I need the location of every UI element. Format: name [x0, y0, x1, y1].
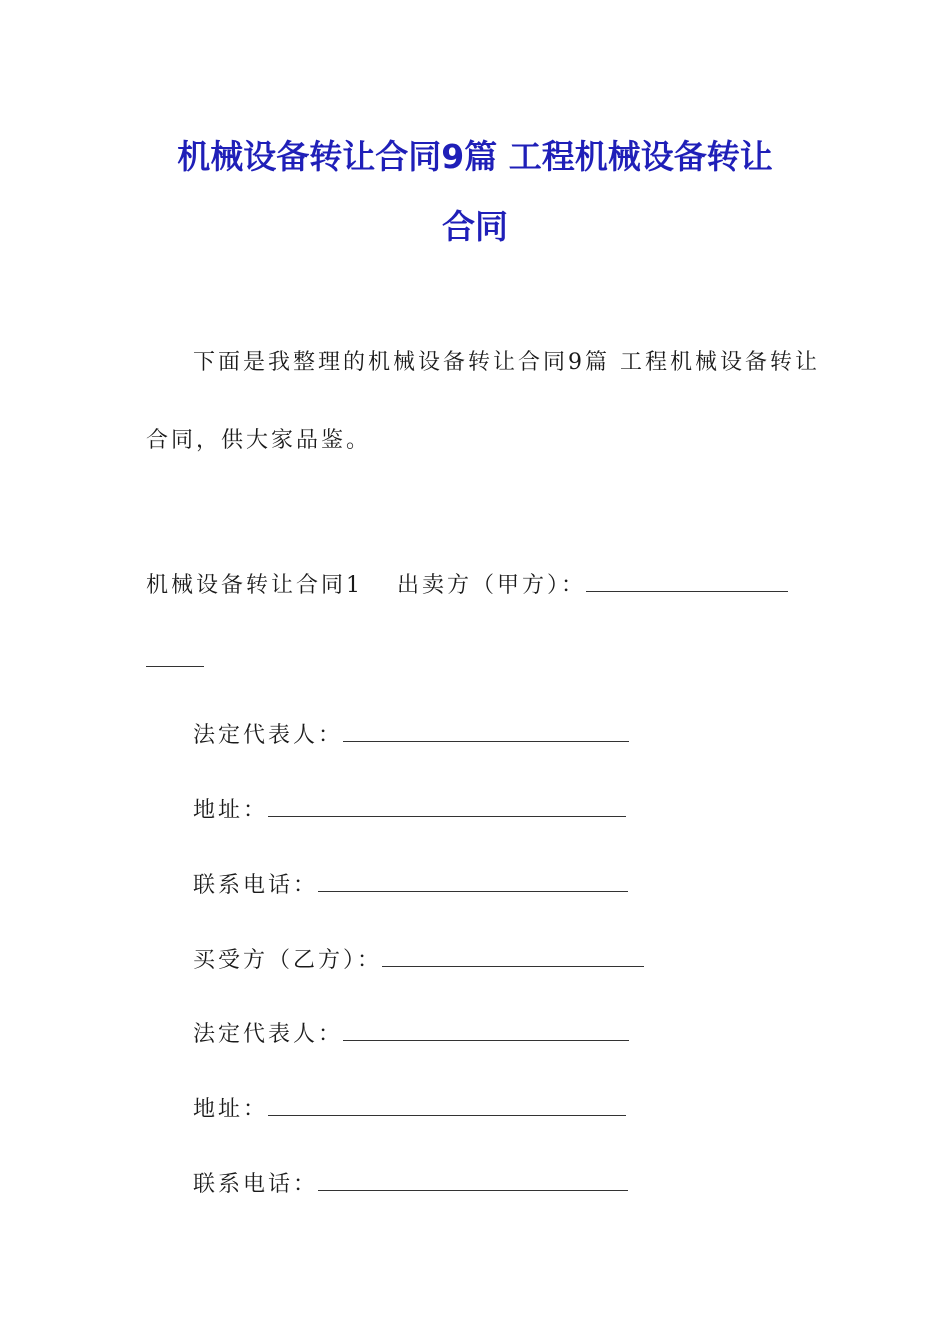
seller-address-blank[interactable]	[268, 794, 626, 817]
buyer-label: 买受方（乙方）：	[193, 948, 383, 973]
document-title-line-2: 合同	[442, 207, 508, 246]
buyer-address-row	[193, 1092, 626, 1123]
buyer-legal-rep-label: 法定代表人：	[193, 1022, 344, 1047]
seller-legal-rep-blank[interactable]	[343, 719, 629, 742]
seller-address-row	[193, 793, 626, 824]
seller-legal-rep-row	[193, 718, 629, 749]
buyer-name-blank[interactable]	[382, 944, 644, 967]
buyer-legal-rep-row	[193, 1017, 629, 1048]
buyer-legal-rep-blank[interactable]	[343, 1018, 629, 1041]
intro-paragraph-line-2: 合同，供大家品鉴。	[146, 428, 372, 453]
buyer-phone-row	[193, 1167, 628, 1198]
buyer-phone-label: 联系电话：	[193, 1172, 319, 1197]
seller-label: 出卖方（甲方）：	[397, 573, 587, 598]
seller-phone-blank[interactable]	[318, 869, 628, 892]
seller-phone-label: 联系电话：	[193, 873, 319, 898]
document-title-line-1: 机械设备转让合同9篇 工程机械设备转让	[177, 137, 773, 176]
section-heading-row	[146, 568, 788, 599]
buyer-address-label: 地址：	[193, 1097, 269, 1122]
buyer-row	[193, 943, 644, 974]
seller-phone-row	[193, 868, 628, 899]
seller-legal-rep-label: 法定代表人：	[193, 723, 344, 748]
buyer-phone-blank[interactable]	[318, 1168, 628, 1191]
buyer-address-blank[interactable]	[268, 1093, 626, 1116]
section-title: 机械设备转让合同1	[146, 573, 363, 598]
seller-name-blank[interactable]	[586, 569, 788, 592]
intro-paragraph-line-1: 下面是我整理的机械设备转让合同9篇 工程机械设备转让	[193, 350, 820, 375]
seller-name-blank-continuation[interactable]	[146, 666, 204, 667]
seller-address-label: 地址：	[193, 798, 269, 823]
